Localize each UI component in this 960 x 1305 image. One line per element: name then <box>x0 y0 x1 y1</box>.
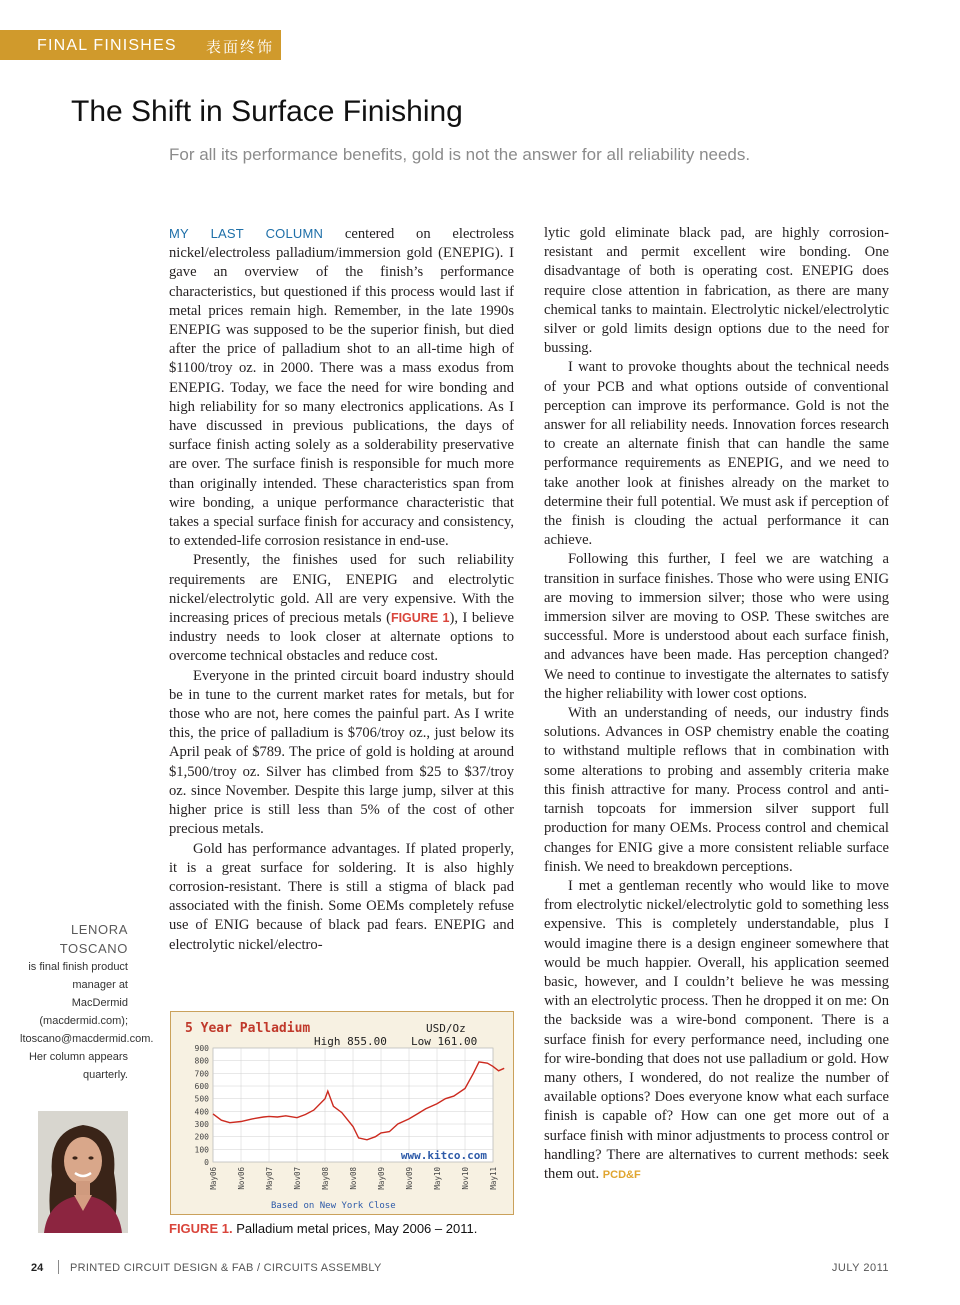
x-tick-label: Nov10 <box>461 1167 470 1190</box>
chart-high: High 855.00 <box>314 1035 387 1048</box>
publication-name: PRINTED CIRCUIT DESIGN & FAB / CIRCUITS ASSEMBLY <box>70 1262 382 1274</box>
paragraph: MY LAST COLUMN centered on electroless nickel/electroless palladium/immersion gold (ENEPIG). I gave an overview of the finish’s performance characteristics, but questioned if this process would last if metal prices remain high. Remember, in the late 1990s ENEPIG was supposed to be the superior finish, but died after the price of palladium shot to an all-time high of $1100/troy oz. in 2000. There was a mass exodus from ENEPIG. Today, we face the need for wire bonding and high reliability for so many electronics applications. As I have discussed in previous publications, the days of surface finish acting solely as a solderability preservative are over. The surface finish is responsible for much more than originally intended. These characteristics span from wire bonding, a unique performance characteristic that takes a special surface finish for accuracy and consistency, to extended-life corrosion resistance in end-use. <box>169 226 514 550</box>
y-tick-label: 300 <box>194 1120 209 1129</box>
lead-in: MY LAST COLUMN <box>169 226 324 241</box>
paragraph: Everyone in the printed circuit board industry should be in tune to the current market rates for metals, but for those who are not, here comes the painful part. As I write this, the price of palladium is $706/troy oz., just below its April peak of $789. The price of gold is holding at around $1,500/troy oz. Silver has climbed from $25 to $37/troy oz. since November. Despite this large jump, silver at this higher price is still less than 5% of the cost of other precious metals. <box>169 667 514 838</box>
paragraph: I want to provoke thoughts about the technical needs of your PCB and what options outside of conventional perception can improve its performance. Gold is not the answer for all reliability needs. Innovation forces research to create an alternate finish that can handle the same performance requirements as ENEPIG, and we need to take another look at finishes already on the market to determine their full potential. We must ask if perception of the finish is clouding the actual performance it can achieve. <box>544 359 889 549</box>
y-tick-label: 500 <box>194 1094 209 1104</box>
author-first-name: LENORA <box>70 922 128 937</box>
article-subtitle: For all its performance benefits, gold is not the answer for all reliability needs. <box>169 145 751 164</box>
body-column-left <box>169 224 514 955</box>
author-bio-text: is final finish product manager at MacDermid (macdermid.com); ltoscano@macdermid.com. Her column appears quarterly. <box>20 961 154 1081</box>
chart-low: Low 161.00 <box>411 1035 478 1048</box>
page-number: 24 <box>31 1262 44 1274</box>
x-tick-label: Nov09 <box>405 1167 414 1190</box>
y-tick-label: 600 <box>194 1082 209 1091</box>
palladium-price-chart <box>170 1011 514 1215</box>
y-tick-label: 700 <box>194 1069 209 1079</box>
x-tick-label: May08 <box>321 1167 330 1190</box>
paragraph: Presently, the finishes used for such reliability requirements are ENIG, ENEPIG and electrolytic nickel/electrolytic gold. All are very expensive. With the increasing prices of precious metals (FIGURE 1), I believe industry needs to look closer at alternate options to overcome technical obstacles and reduce cost. <box>169 552 514 665</box>
x-tick-label: Nov08 <box>349 1167 358 1190</box>
y-tick-label: 0 <box>204 1158 209 1167</box>
x-tick-label: May10 <box>433 1167 442 1190</box>
paragraph: Gold has performance advantages. If plated properly, it is a great surface for soldering. It is also highly corrosion-resistant. There is still a stigma of black pad associated with the finish. Some OEMs completely refuse use of ENIG because of black pad fears. ENEPIG and electrolytic nickel/electro- <box>169 840 514 953</box>
figure-caption: FIGURE 1. Palladium metal prices, May 2006 – 2011. <box>169 1221 478 1236</box>
chart-unit: USD/Oz <box>426 1022 466 1035</box>
x-tick-label: May11 <box>489 1167 498 1190</box>
figure-label: FIGURE 1. <box>169 1221 233 1236</box>
paragraph: lytic gold eliminate black pad, are highly corrosion-resistant and permit excellent wire bonding. One disadvantage of both is operating cost. ENEPIG does require close attention in fabrication, as there are many chemical tanks to maintain. Electrolytic nickel/electrolytic silver or gold limits design options due to the need for bussing. <box>544 225 889 357</box>
x-tick-label: May07 <box>265 1167 274 1190</box>
issue-date: JULY 2011 <box>831 1262 889 1274</box>
y-tick-label: 400 <box>194 1107 209 1117</box>
y-tick-label: 200 <box>194 1132 209 1142</box>
body-column-right <box>544 224 889 1185</box>
section-label: FINAL FINISHES <box>37 37 177 54</box>
x-axis-label: Based on New York Close <box>271 1201 396 1211</box>
chart-title: 5 Year Palladium <box>185 1021 311 1036</box>
footer-divider <box>58 1260 59 1274</box>
paragraph: With an understanding of needs, our industry finds solutions. Advances in OSP chemistry enable the coating to withstand multiple reflows that in combination with some alterations to probing and assembly criteria make this finish attractive for many. Process control and anti-tarnish topcoats for immersion silver support full production for many OEMs. Process control and chemical changes for ENIG give a more consistent reliable surface finish. We need to breakdown perceptions. <box>544 705 889 875</box>
x-tick-label: May06 <box>209 1167 218 1190</box>
paragraph: Following this further, I feel we are watching a transition in surface finishes. Those who were using ENIG are moving to immersion silver; those who were using immersion silver are moving to OSP. These switches are successful. More is understood about each surface finish, and advances have been made. Has perception changed? We need to continue to investigate the alternates to satisfy the higher reliability with lower cost options. <box>544 551 889 702</box>
author-bio <box>20 920 154 1084</box>
end-mark: PCD&F <box>602 1168 641 1181</box>
x-tick-label: Nov06 <box>237 1167 246 1190</box>
author-last-name: TOSCANO <box>59 941 128 956</box>
y-tick-label: 900 <box>194 1044 209 1053</box>
x-tick-label: Nov07 <box>293 1167 302 1190</box>
article-title: The Shift in Surface Finishing <box>71 95 463 128</box>
y-tick-label: 100 <box>194 1145 209 1155</box>
author-photo <box>38 1111 128 1233</box>
paragraph: I met a gentleman recently who would like to move from electrolytic nickel/electrolytic gold to something less expensive. This is completely understandable, plus I would imagine there is a design engineer somewhere that would be much happier. Overall, his application seemed basic, however, and I couldn’t believe he was messing with an electrolytic process. Then he dropped it on me: On the backside was a wire-bond component. There is a surface finish for every performance need, including one for wire-bonding that does not use palladium or gold. How many others, I wondered, do not realize the number of available options? Does everyone know what each surface finish is capable of? How can one get more out of a surface finish with minor adjustments to process control or handling? There are alternatives to current methods: seek them out. PCD&F <box>544 877 889 1182</box>
section-label-chinese: 表面终饰 <box>206 38 275 56</box>
y-tick-label: 800 <box>194 1056 209 1066</box>
chart-watermark: www.kitco.com <box>400 1149 487 1162</box>
figure-reference: FIGURE 1 <box>390 611 450 626</box>
section-tag <box>0 30 281 60</box>
x-tick-label: May09 <box>377 1167 386 1190</box>
